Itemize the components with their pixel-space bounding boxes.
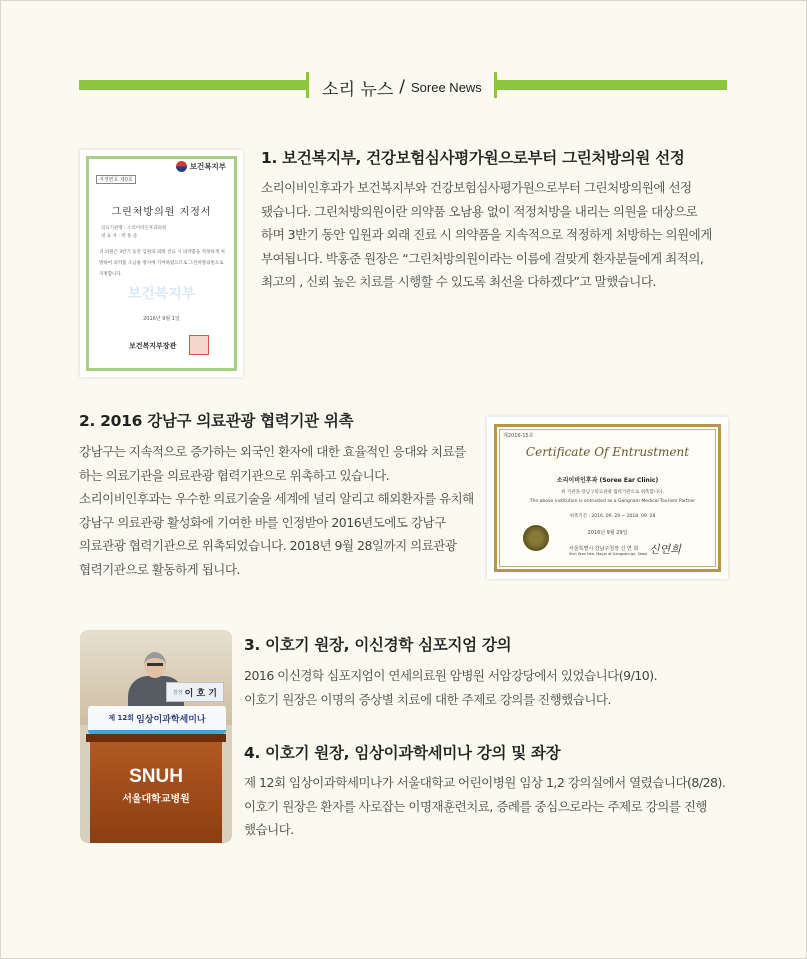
news-2-line: 강남구는 지속적으로 증가하는 외국인 환자에 대한 효율적인 응대와 치료를 [79,444,466,459]
speaker-namecard [166,682,224,702]
news-1-line: 소리이비인후과가 보건복지부와 건강보험심사평가원으로부터 그린처방의원에 선정 [261,180,692,195]
snuh-name: 서울대학교병원 [122,794,190,805]
seminar-banner [88,706,226,734]
cert2-line: The above institution is entrusted as a Gangnam Medical Tourism Partner [529,499,696,504]
header-title-ko: 소리 뉴스 [322,79,394,100]
news-4-line: 이호기 원장은 환자를 사로잡는 이명재훈련치료, 증례를 중심으로라는 주제로 강의를 진행 [244,798,708,814]
news-2-line: 소리이비인후과는 우수한 의료기술을 세계에 널리 알리고 해외환자를 유치해 [79,491,474,506]
news-3-line: 이호기 원장은 이명의 증상별 치료에 대한 주제로 강의를 진행했습니다. [244,691,611,707]
news-4-title: 4. 이호기 원장, 임상이과학세미나 강의 및 좌장 [244,744,561,762]
namecard-name: 이 호 기 [184,688,218,699]
news-2-line: 협력기관으로 활동하게 됩니다. [79,561,240,577]
news-3-body [244,664,734,711]
news-1-line: 하며 3반기 동안 입원과 외래 진료 시 의약품을 지속적으로 적정하게 처방하는 의원에게 [261,227,712,242]
official-seal-icon [189,335,209,355]
news-3-line: 2016 이신경학 심포지엄이 연세의료원 암병원 서암강당에서 있었습니다(9/10). [244,668,658,683]
cert1-meta-line: 대 표 자 : 박 홍 준 [101,234,138,239]
green-prescription-certificate-image [80,150,243,377]
news-4-body [244,771,749,842]
section-header [312,72,492,102]
cert2-line: 위 기관을 강남구의료관광 협력기관으로 위촉합니다. [561,490,664,495]
glasses-icon [147,663,163,666]
cert1-title: 그린처방의원 지정서 [111,207,212,218]
news-2-title: 2. 2016 강남구 의료관광 협력기관 위촉 [79,412,354,430]
news-2-line: 하는 의료기관을 의료관광 협력기관으로 위촉하고 있습니다. [79,467,390,483]
news-3-title: 3. 이호기 원장, 이신경학 심포지엄 강의 [244,636,512,654]
news-1-line: 최고의 , 신뢰 높은 치료를 시행할 수 있도록 최선을 다하겠다”고 말했습니다. [261,274,656,289]
lecture-photo [80,630,232,843]
cert1-text: 귀 의원은 3반기 동안 입원과 외래 진료 시 의약품을 적정하게 처방하여 의약품 오남용 방지에 기여하였으므로 그린처방의원으로 지정합니다. [99,250,225,277]
header-separator: / [399,77,405,97]
news-2-line: 의료관광 협력기관으로 위촉되었습니다. 2018년 9월 28일까지 의료관광 [79,538,457,553]
cert2-issuer-en: Shin Yeon Hee, Mayor of Gangnam-gu, Seoul [569,552,648,556]
ministry-logo [176,161,226,172]
cert2-issuer-block [569,545,647,556]
entrustment-certificate-image [487,417,728,579]
header-rule-right [497,80,727,90]
cert1-tag: 지정번호 제0호 [96,175,136,184]
banner-number: 제 12회 [108,714,135,722]
cert1-date: 2016년 9월 1일 [143,316,180,322]
news-2-line: 강남구 의료관광 활성화에 기여한 바를 인정받아 2016년도에도 강남구 [79,514,446,530]
header-tick-left [306,72,309,98]
snuh-logo: SNUH [129,766,183,787]
cert1-meta [101,225,166,241]
namecard-prefix: 원장 [172,689,183,696]
news-4-line: 제 12회 임상이과학세미나가 서울대학교 어린이병원 임상 1,2 강의실에서 열렸습니다(8/28). [244,775,726,790]
news-1-line: 됐습니다. 그린처방의원이란 의약품 오남용 없이 적정처방을 내리는 의원을 대상으로 [261,203,698,219]
news-2-body [79,440,479,581]
cert2-date: 2016년 9월 29일 [587,530,628,536]
news-1-line: 부여됩니다. 박홍준 원장은 “그린처방의원이라는 이름에 걸맞게 환자분들에게 최적의, [261,250,704,266]
header-title-en: Soree News [411,79,482,95]
ministry-name: 보건복지부 [189,162,226,171]
cert2-line: 위촉기간 : 2016. 09. 29 ~ 2018. 09. 28 [569,514,656,519]
cert1-meta-line: 의료기관명 : 소리이비인후과의원 [101,226,167,231]
news-1-body [261,176,731,294]
cert2-signature: 신연희 [649,543,681,556]
news-1-title: 1. 보건복지부, 건강보험심사평가원으로부터 그린처방의원 선정 [261,149,685,167]
cert2-title: Certificate Of Entrustment [525,445,690,459]
cert2-issuer: 서울특별시 강남구청장 신 연 희 [569,546,639,552]
cert2-org: 소리이비인후과 (Soree Ear Clinic) [556,477,659,484]
news-4-line: 했습니다. [244,822,294,837]
cert1-watermark: 보건복지부 [127,286,196,302]
taegeuk-emblem-icon [176,161,187,172]
banner-title: 임상이과학세미나 [136,714,206,725]
cert2-number: 제2016-15호 [503,433,534,439]
cert1-issuer: 보건복지부장관 [129,342,177,350]
header-rule-left [79,80,307,90]
podium-top [86,734,226,742]
